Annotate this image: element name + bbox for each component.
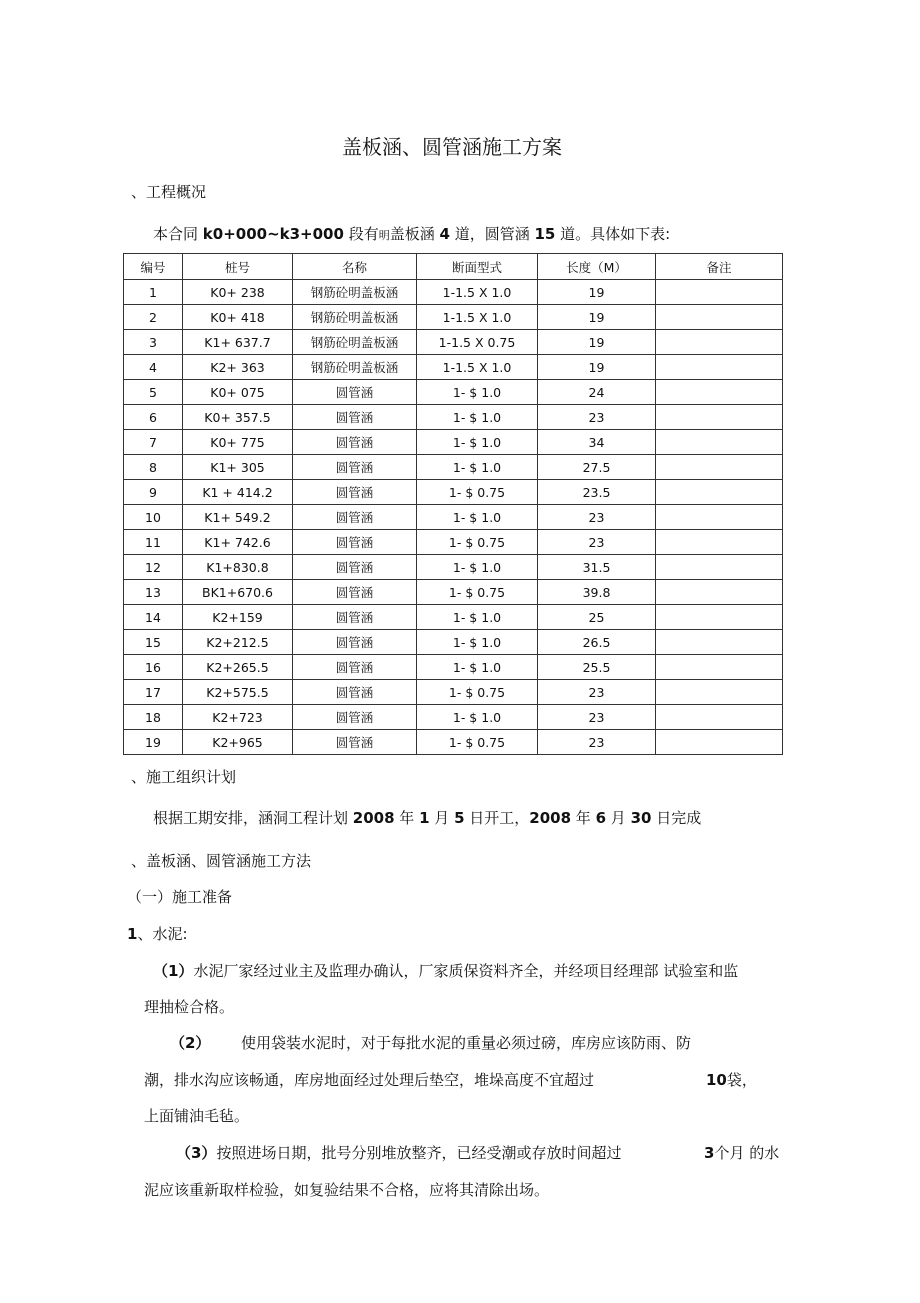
cell-length: 31.5: [538, 555, 656, 580]
table-body: [124, 280, 783, 755]
cell-remarks: [656, 605, 783, 630]
table-row: [124, 405, 783, 430]
para3-number: （3）: [176, 1144, 217, 1162]
cell-station: K2+159: [183, 605, 293, 630]
cell-section: 1-1.5 X 1.0: [417, 355, 538, 380]
para2-bag-count: 10: [706, 1071, 727, 1089]
para2-line3: 上面铺油毛毡。: [144, 1107, 250, 1125]
para2-line1: 使用袋装水泥时，对于每批水泥的重量必须过磅，库房应该防雨、防: [241, 1034, 692, 1052]
cell-section: 1- $ 1.0: [417, 405, 538, 430]
intro-text: 道。具体如下表:: [555, 225, 671, 243]
plan-text-part: 根据工期安排，涵洞工程计划: [153, 809, 353, 827]
intro-text: 盖板涵: [389, 225, 440, 243]
cell-length: 24: [538, 380, 656, 405]
section-heading-overview: 、工程概况: [131, 183, 207, 201]
cell-number: 4: [124, 355, 183, 380]
cell-number: 17: [124, 680, 183, 705]
table-row: [124, 605, 783, 630]
cell-number: 6: [124, 405, 183, 430]
plan-month: 6: [595, 809, 607, 827]
intro-text: 段有: [343, 225, 379, 243]
table-row: [124, 430, 783, 455]
cell-section: 1- $ 0.75: [417, 530, 538, 555]
cell-remarks: [656, 730, 783, 755]
cell-length: 34: [538, 430, 656, 455]
table-row: [124, 705, 783, 730]
cell-section: 1- $ 1.0: [417, 380, 538, 405]
table-row: [124, 305, 783, 330]
plan-text-part: 日开工，: [464, 809, 530, 827]
plan-day: 30: [630, 809, 652, 827]
cell-remarks: [656, 705, 783, 730]
cell-remarks: [656, 655, 783, 680]
cell-number: 18: [124, 705, 183, 730]
cell-section: 1- $ 1.0: [417, 705, 538, 730]
plan-text: [153, 807, 701, 828]
cell-station: K1+ 549.2: [183, 505, 293, 530]
table-row: [124, 580, 783, 605]
cell-remarks: [656, 430, 783, 455]
cell-remarks: [656, 530, 783, 555]
plan-year: 2008: [352, 809, 395, 827]
cell-station: K0+ 775: [183, 430, 293, 455]
cell-section: 1- $ 1.0: [417, 430, 538, 455]
cell-station: K1+830.8: [183, 555, 293, 580]
para2-bag-unit: 袋，: [726, 1071, 757, 1089]
cell-name: 圆管涵: [293, 480, 417, 505]
cell-number: 12: [124, 555, 183, 580]
cell-station: K1 + 414.2: [183, 480, 293, 505]
para2-line2: 潮，排水沟应该畅通，库房地面经过处理后垫空，堆垛高度不宜超过: [144, 1071, 595, 1089]
cell-section: 1-1.5 X 1.0: [417, 305, 538, 330]
plan-month: 1: [419, 809, 430, 827]
cell-remarks: [656, 580, 783, 605]
cell-station: BK1+670.6: [183, 580, 293, 605]
cell-section: 1-1.5 X 0.75: [417, 330, 538, 355]
cell-remarks: [656, 480, 783, 505]
para3-month-text: 个月 的水: [714, 1144, 780, 1162]
cell-remarks: [656, 680, 783, 705]
table-row: [124, 530, 783, 555]
para1-number: （1）: [153, 962, 194, 980]
cell-number: 15: [124, 630, 183, 655]
cell-station: K2+ 363: [183, 355, 293, 380]
intro-text: 道，圆管涵: [449, 225, 535, 243]
cell-remarks: [656, 280, 783, 305]
para2-line2-end: [706, 1069, 757, 1090]
header-station: 桩号: [183, 254, 293, 280]
cell-station: K2+965: [183, 730, 293, 755]
cell-name: 圆管涵: [293, 405, 417, 430]
cell-name: 圆管涵: [293, 630, 417, 655]
item-heading-cement: [127, 923, 188, 944]
plan-text-part: 年: [394, 809, 420, 827]
cell-section: 1-1.5 X 1.0: [417, 280, 538, 305]
cell-length: 25: [538, 605, 656, 630]
cell-section: 1- $ 0.75: [417, 730, 538, 755]
cell-length: 23: [538, 705, 656, 730]
table-row: [124, 355, 783, 380]
cell-length: 23: [538, 505, 656, 530]
item-number: 1: [127, 925, 138, 943]
table-row: [124, 480, 783, 505]
cell-length: 19: [538, 355, 656, 380]
cell-station: K0+ 357.5: [183, 405, 293, 430]
cell-name: 圆管涵: [293, 680, 417, 705]
cell-name: 圆管涵: [293, 580, 417, 605]
cell-station: K2+575.5: [183, 680, 293, 705]
cell-number: 9: [124, 480, 183, 505]
cell-name: 钢筋砼明盖板涵: [293, 330, 417, 355]
cell-length: 27.5: [538, 455, 656, 480]
para1-line2: 理抽检合格。: [144, 998, 235, 1016]
header-remarks: 备注: [656, 254, 783, 280]
cell-section: 1- $ 1.0: [417, 555, 538, 580]
cell-length: 19: [538, 330, 656, 355]
cell-number: 19: [124, 730, 183, 755]
para3-line1: [176, 1142, 621, 1163]
cell-length: 26.5: [538, 630, 656, 655]
intro-text-small: 明: [378, 229, 390, 242]
para3-line1-end: [704, 1142, 779, 1163]
cell-name: 圆管涵: [293, 705, 417, 730]
cell-station: K0+ 238: [183, 280, 293, 305]
cell-section: 1- $ 0.75: [417, 480, 538, 505]
cell-number: 8: [124, 455, 183, 480]
cell-remarks: [656, 330, 783, 355]
subsection-heading-prep: （一）施工准备: [127, 888, 233, 906]
cell-number: 1: [124, 280, 183, 305]
cell-length: 23: [538, 405, 656, 430]
cell-length: 23: [538, 680, 656, 705]
cell-name: 圆管涵: [293, 605, 417, 630]
item-label: 、水泥:: [137, 925, 188, 943]
header-name: 名称: [293, 254, 417, 280]
cell-station: K2+265.5: [183, 655, 293, 680]
cell-number: 2: [124, 305, 183, 330]
cell-station: K0+ 075: [183, 380, 293, 405]
table-row: [124, 730, 783, 755]
cell-length: 19: [538, 305, 656, 330]
cell-number: 14: [124, 605, 183, 630]
intro-text: 本合同: [153, 225, 203, 243]
cell-remarks: [656, 630, 783, 655]
cell-station: K2+723: [183, 705, 293, 730]
cell-number: 7: [124, 430, 183, 455]
cell-name: 圆管涵: [293, 455, 417, 480]
cell-number: 5: [124, 380, 183, 405]
cell-section: 1- $ 0.75: [417, 580, 538, 605]
cell-name: 圆管涵: [293, 730, 417, 755]
cell-remarks: [656, 405, 783, 430]
cell-length: 19: [538, 280, 656, 305]
culvert-table: [123, 253, 783, 755]
table-row: [124, 455, 783, 480]
cell-name: 圆管涵: [293, 655, 417, 680]
header-length: 长度（M）: [538, 254, 656, 280]
para2-number: [170, 1032, 210, 1053]
cell-number: 16: [124, 655, 183, 680]
cell-name: 圆管涵: [293, 530, 417, 555]
cell-length: 23: [538, 530, 656, 555]
table-row: [124, 630, 783, 655]
cell-name: 圆管涵: [293, 505, 417, 530]
cell-station: K2+212.5: [183, 630, 293, 655]
table-header-row: [124, 254, 783, 280]
overview-intro: [153, 223, 670, 244]
cell-section: 1- $ 1.0: [417, 655, 538, 680]
cell-length: 25.5: [538, 655, 656, 680]
cell-section: 1- $ 1.0: [417, 455, 538, 480]
table-row: [124, 555, 783, 580]
cell-station: K0+ 418: [183, 305, 293, 330]
cell-name: 圆管涵: [293, 430, 417, 455]
cell-remarks: [656, 505, 783, 530]
para1-line1: [153, 960, 738, 981]
para3-text: 按照进场日期，批号分别堆放整齐，已经受潮或存放时间超过: [216, 1144, 622, 1162]
intro-range: k0+000~k3+000: [202, 225, 344, 243]
page-title: 盖板涵、圆管涵施工方案: [342, 135, 562, 159]
cell-section: 1- $ 1.0: [417, 505, 538, 530]
cell-name: 钢筋砼明盖板涵: [293, 355, 417, 380]
cell-name: 钢筋砼明盖板涵: [293, 305, 417, 330]
cell-station: K1+ 305: [183, 455, 293, 480]
section-heading-plan: 、施工组织计划: [131, 768, 237, 786]
cell-name: 圆管涵: [293, 380, 417, 405]
cell-number: 10: [124, 505, 183, 530]
para2-number-text: （2）: [170, 1034, 211, 1052]
para3-line2: 泥应该重新取样检验，如复验结果不合格，应将其清除出场。: [144, 1181, 550, 1199]
cell-section: 1- $ 1.0: [417, 605, 538, 630]
para1-text: 水泥厂家经过业主及监理办确认，厂家质保资料齐全，并经项目经理部 试验室和监: [193, 962, 739, 980]
cell-remarks: [656, 555, 783, 580]
plan-year: 2008: [529, 809, 572, 827]
plan-text-part: 年: [571, 809, 596, 827]
cell-remarks: [656, 355, 783, 380]
cell-number: 3: [124, 330, 183, 355]
cell-length: 23.5: [538, 480, 656, 505]
section-heading-method: 、盖板涵、圆管涵施工方法: [131, 852, 312, 870]
cell-station: K1+ 742.6: [183, 530, 293, 555]
table-row: [124, 280, 783, 305]
cell-remarks: [656, 305, 783, 330]
cell-section: 1- $ 1.0: [417, 630, 538, 655]
cell-number: 13: [124, 580, 183, 605]
table-row: [124, 680, 783, 705]
cell-number: 11: [124, 530, 183, 555]
header-section: 断面型式: [417, 254, 538, 280]
cell-name: 钢筋砼明盖板涵: [293, 280, 417, 305]
table-row: [124, 505, 783, 530]
cell-remarks: [656, 380, 783, 405]
cell-name: 圆管涵: [293, 555, 417, 580]
table-row: [124, 330, 783, 355]
header-number: 编号: [124, 254, 183, 280]
plan-text-part: 日完成: [651, 809, 702, 827]
cell-length: 23: [538, 730, 656, 755]
cell-station: K1+ 637.7: [183, 330, 293, 355]
plan-text-part: 月: [606, 809, 631, 827]
cell-section: 1- $ 0.75: [417, 680, 538, 705]
intro-count-pipe: 15: [534, 225, 556, 243]
intro-count-slab: 4: [439, 225, 450, 243]
table-row: [124, 655, 783, 680]
cell-remarks: [656, 455, 783, 480]
para3-month-count: 3: [704, 1144, 715, 1162]
table-row: [124, 380, 783, 405]
plan-text-part: 月: [429, 809, 455, 827]
plan-day: 5: [454, 809, 465, 827]
cell-length: 39.8: [538, 580, 656, 605]
